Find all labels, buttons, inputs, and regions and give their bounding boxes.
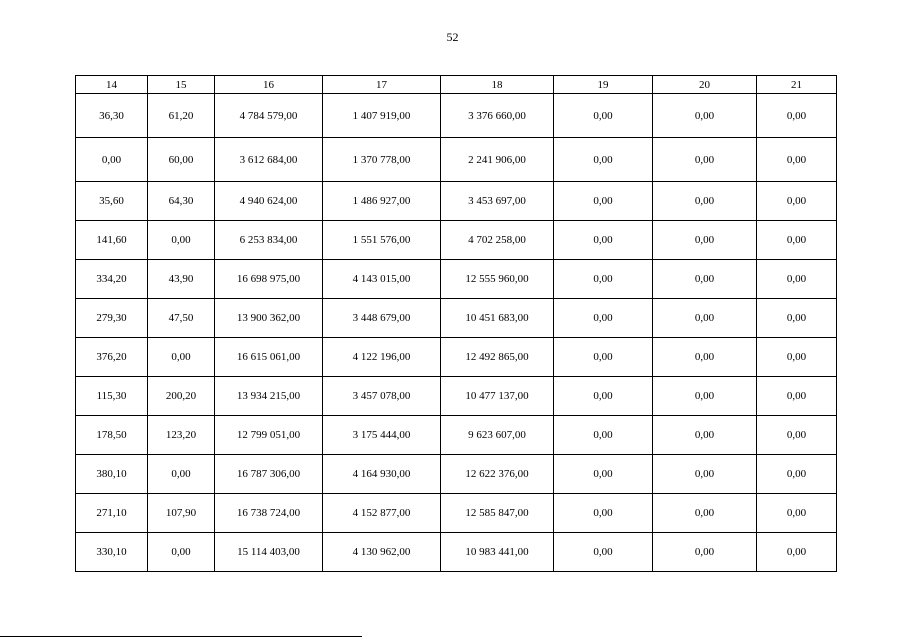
table-cell-col-14: 376,20 xyxy=(76,338,148,377)
table-cell-col-21: 0,00 xyxy=(757,533,837,572)
table-cell-col-15: 0,00 xyxy=(148,455,215,494)
table-cell-col-21: 0,00 xyxy=(757,221,837,260)
table-row xyxy=(76,533,837,572)
table-cell-col-15: 123,20 xyxy=(148,416,215,455)
table-cell-col-21: 0,00 xyxy=(757,494,837,533)
table-cell-col-18: 10 451 683,00 xyxy=(441,299,554,338)
table-cell-col-15: 0,00 xyxy=(148,221,215,260)
table-cell-col-15: 0,00 xyxy=(148,338,215,377)
table-cell-col-16: 12 799 051,00 xyxy=(215,416,323,455)
table-cell-col-15: 43,90 xyxy=(148,260,215,299)
table-row xyxy=(76,338,837,377)
table-cell-col-19: 0,00 xyxy=(554,416,653,455)
table-cell-col-17: 4 164 930,00 xyxy=(323,455,441,494)
table-cell-col-14: 271,10 xyxy=(76,494,148,533)
column-header-21: 21 xyxy=(757,76,837,94)
page-number: 52 xyxy=(446,30,459,44)
table-cell-col-16: 16 787 306,00 xyxy=(215,455,323,494)
column-header-17: 17 xyxy=(323,76,441,94)
table-cell-col-17: 1 370 778,00 xyxy=(323,138,441,182)
table-cell-col-21: 0,00 xyxy=(757,338,837,377)
footnote-rule xyxy=(0,636,362,637)
table-cell-col-14: 36,30 xyxy=(76,94,148,138)
table-cell-col-21: 0,00 xyxy=(757,377,837,416)
table-cell-col-18: 2 241 906,00 xyxy=(441,138,554,182)
table-cell-col-14: 279,30 xyxy=(76,299,148,338)
table-cell-col-21: 0,00 xyxy=(757,94,837,138)
table-cell-col-19: 0,00 xyxy=(554,377,653,416)
table-row xyxy=(76,455,837,494)
table-cell-col-16: 16 615 061,00 xyxy=(215,338,323,377)
table-cell-col-17: 1 407 919,00 xyxy=(323,94,441,138)
table-cell-col-15: 64,30 xyxy=(148,182,215,221)
table-body xyxy=(76,94,837,572)
table-cell-col-15: 60,00 xyxy=(148,138,215,182)
table-cell-col-19: 0,00 xyxy=(554,533,653,572)
table-cell-col-18: 3 453 697,00 xyxy=(441,182,554,221)
table-cell-col-17: 4 143 015,00 xyxy=(323,260,441,299)
table-cell-col-20: 0,00 xyxy=(653,260,757,299)
table-cell-col-19: 0,00 xyxy=(554,494,653,533)
table-cell-col-14: 0,00 xyxy=(76,138,148,182)
table-cell-col-18: 12 492 865,00 xyxy=(441,338,554,377)
table-cell-col-14: 178,50 xyxy=(76,416,148,455)
table-cell-col-14: 334,20 xyxy=(76,260,148,299)
table-cell-col-17: 1 486 927,00 xyxy=(323,182,441,221)
table-cell-col-17: 3 457 078,00 xyxy=(323,377,441,416)
table-cell-col-17: 1 551 576,00 xyxy=(323,221,441,260)
table-cell-col-17: 4 152 877,00 xyxy=(323,494,441,533)
column-header-18: 18 xyxy=(441,76,554,94)
header-row xyxy=(76,76,837,94)
table-cell-col-18: 3 376 660,00 xyxy=(441,94,554,138)
table-cell-col-20: 0,00 xyxy=(653,138,757,182)
table-cell-col-19: 0,00 xyxy=(554,182,653,221)
table-cell-col-19: 0,00 xyxy=(554,94,653,138)
table-row xyxy=(76,260,837,299)
table-cell-col-18: 10 477 137,00 xyxy=(441,377,554,416)
table-cell-col-18: 12 555 960,00 xyxy=(441,260,554,299)
column-header-16: 16 xyxy=(215,76,323,94)
table-cell-col-15: 47,50 xyxy=(148,299,215,338)
table-cell-col-14: 380,10 xyxy=(76,455,148,494)
column-header-15: 15 xyxy=(148,76,215,94)
table-cell-col-21: 0,00 xyxy=(757,299,837,338)
column-header-14: 14 xyxy=(76,76,148,94)
column-header-19: 19 xyxy=(554,76,653,94)
table-cell-col-21: 0,00 xyxy=(757,138,837,182)
table-cell-col-16: 4 940 624,00 xyxy=(215,182,323,221)
table-row xyxy=(76,94,837,138)
table-cell-col-20: 0,00 xyxy=(653,299,757,338)
table-cell-col-17: 4 130 962,00 xyxy=(323,533,441,572)
table-cell-col-20: 0,00 xyxy=(653,533,757,572)
table-cell-col-19: 0,00 xyxy=(554,138,653,182)
table-cell-col-14: 115,30 xyxy=(76,377,148,416)
table-cell-col-17: 4 122 196,00 xyxy=(323,338,441,377)
table-cell-col-20: 0,00 xyxy=(653,455,757,494)
table-cell-col-16: 3 612 684,00 xyxy=(215,138,323,182)
table-cell-col-21: 0,00 xyxy=(757,455,837,494)
table-cell-col-17: 3 448 679,00 xyxy=(323,299,441,338)
table-cell-col-20: 0,00 xyxy=(653,377,757,416)
table-cell-col-16: 6 253 834,00 xyxy=(215,221,323,260)
table-row xyxy=(76,494,837,533)
table-row xyxy=(76,416,837,455)
table-row xyxy=(76,299,837,338)
table-cell-col-14: 141,60 xyxy=(76,221,148,260)
table-cell-col-17: 3 175 444,00 xyxy=(323,416,441,455)
table-cell-col-14: 330,10 xyxy=(76,533,148,572)
table-cell-col-16: 15 114 403,00 xyxy=(215,533,323,572)
table-row xyxy=(76,182,837,221)
table-row xyxy=(76,377,837,416)
table-cell-col-20: 0,00 xyxy=(653,182,757,221)
table-cell-col-16: 16 698 975,00 xyxy=(215,260,323,299)
table-cell-col-16: 4 784 579,00 xyxy=(215,94,323,138)
table-cell-col-20: 0,00 xyxy=(653,94,757,138)
table-cell-col-20: 0,00 xyxy=(653,338,757,377)
table-cell-col-20: 0,00 xyxy=(653,221,757,260)
table-cell-col-20: 0,00 xyxy=(653,416,757,455)
table-cell-col-21: 0,00 xyxy=(757,416,837,455)
table-cell-col-21: 0,00 xyxy=(757,182,837,221)
table-row xyxy=(76,138,837,182)
table-cell-col-14: 35,60 xyxy=(76,182,148,221)
table-cell-col-20: 0,00 xyxy=(653,494,757,533)
table-cell-col-15: 200,20 xyxy=(148,377,215,416)
table-cell-col-19: 0,00 xyxy=(554,221,653,260)
table-cell-col-15: 107,90 xyxy=(148,494,215,533)
table-cell-col-15: 0,00 xyxy=(148,533,215,572)
table-cell-col-18: 12 585 847,00 xyxy=(441,494,554,533)
table-cell-col-16: 13 900 362,00 xyxy=(215,299,323,338)
table-cell-col-19: 0,00 xyxy=(554,455,653,494)
table-cell-col-18: 12 622 376,00 xyxy=(441,455,554,494)
table-cell-col-16: 16 738 724,00 xyxy=(215,494,323,533)
table-cell-col-18: 9 623 607,00 xyxy=(441,416,554,455)
table-cell-col-19: 0,00 xyxy=(554,260,653,299)
table-cell-col-19: 0,00 xyxy=(554,338,653,377)
table-cell-col-15: 61,20 xyxy=(148,94,215,138)
data-table xyxy=(75,75,837,572)
column-header-20: 20 xyxy=(653,76,757,94)
table-cell-col-16: 13 934 215,00 xyxy=(215,377,323,416)
table-row xyxy=(76,221,837,260)
table-cell-col-19: 0,00 xyxy=(554,299,653,338)
table-cell-col-18: 4 702 258,00 xyxy=(441,221,554,260)
table-cell-col-18: 10 983 441,00 xyxy=(441,533,554,572)
table-cell-col-21: 0,00 xyxy=(757,260,837,299)
